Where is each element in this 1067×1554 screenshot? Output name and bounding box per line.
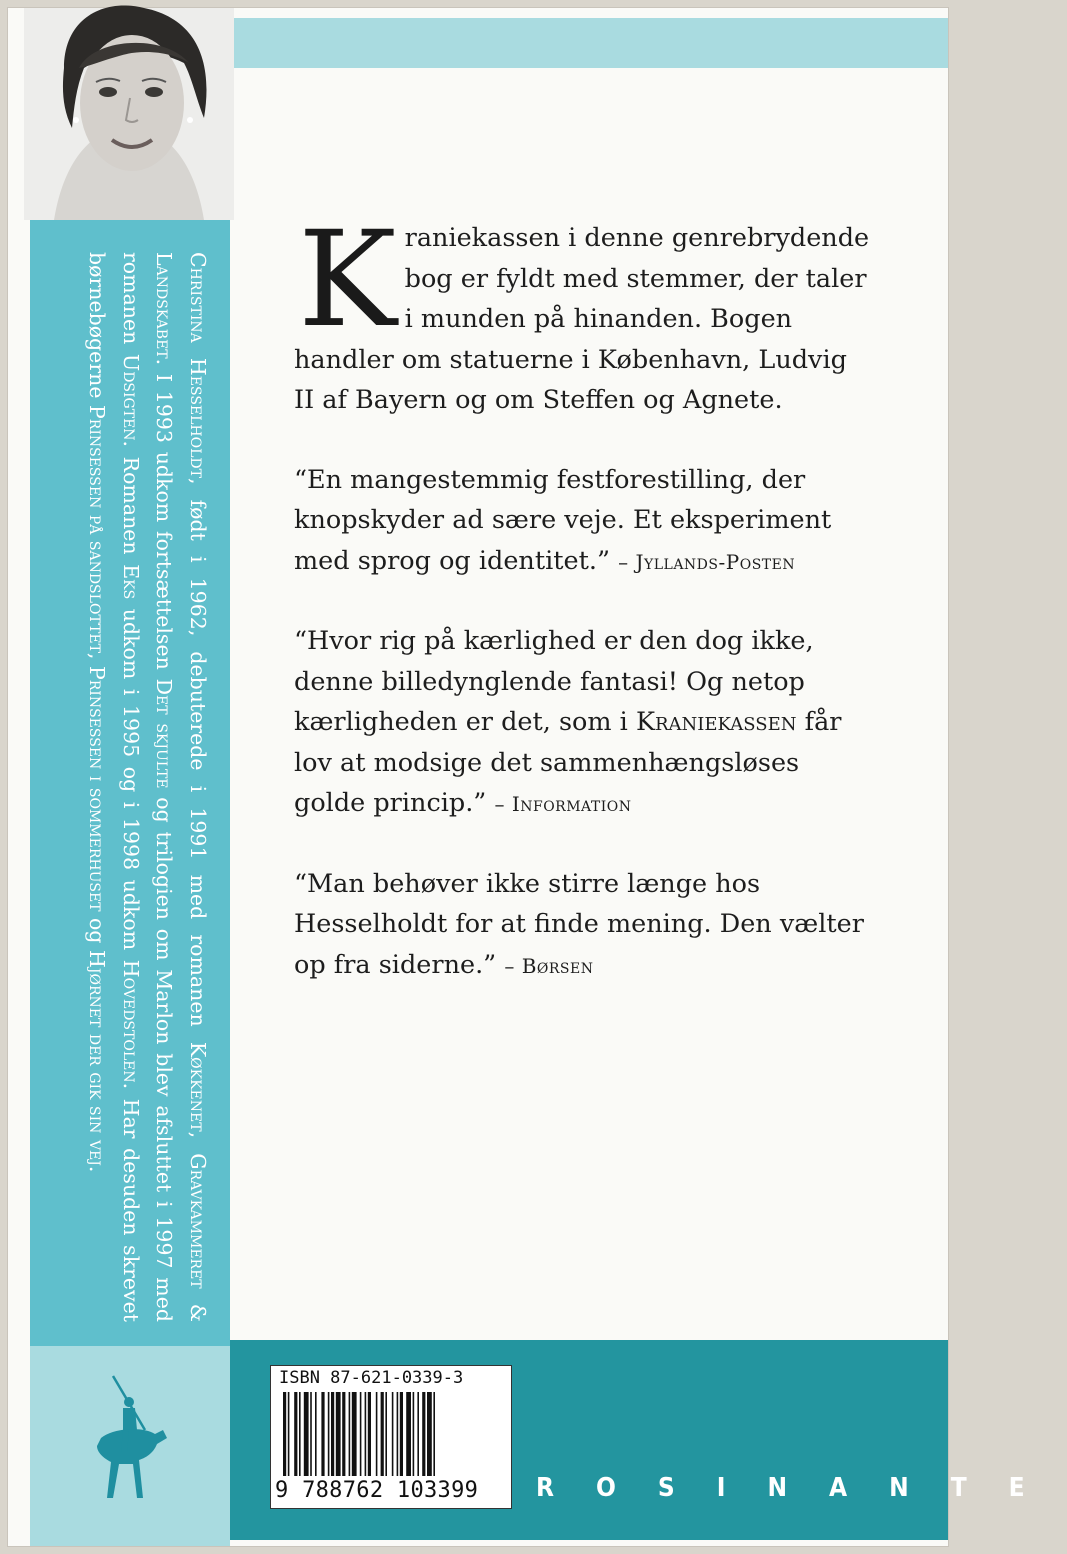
description-paragraph bbox=[294, 203, 874, 421]
quote-source: – Jyllands-Posten bbox=[618, 549, 796, 574]
barcode-bar bbox=[406, 1392, 411, 1476]
barcode-bar bbox=[365, 1392, 367, 1476]
description-line: handler om statuerne i København, Ludvig bbox=[294, 344, 847, 375]
top-accent-band bbox=[230, 18, 948, 68]
barcode-bar bbox=[400, 1392, 403, 1476]
description-line: bog er fyldt med stemmer, der taler bbox=[404, 263, 867, 294]
book-back-cover bbox=[8, 8, 1067, 1546]
barcode-bar bbox=[331, 1392, 334, 1476]
author-bio: Christina Hesselholdt, født i 1962, debuterede i 1991 med romanen Køkkenet, Gravkammeret & Landskabet. I 1993 udkom fortsættelsen Det skjulte og trilogien om Marlon blev afsluttet i 1997 med romanen Udsigten. Romanen Eks udkom i 1995 og i 1998 udkom Hovedstolen. Har desuden skrevet børnebøgerne Prinsessen på sandslottet, Prinsessen i sommerhuset og Hjørnet der gik sin vej. bbox=[85, 252, 210, 1323]
barcode-bar bbox=[385, 1392, 387, 1476]
back-cover-text bbox=[294, 203, 874, 1025]
bio-author-name: Christina Hesselholdt bbox=[186, 252, 210, 478]
barcode-bar bbox=[422, 1392, 425, 1476]
barcode-bar bbox=[294, 1392, 297, 1476]
review-quote-3: “Man behøver ikke stirre længe hos Hesselholdt for at finde mening. Den vælter op fra siderne.” – Børsen bbox=[294, 868, 864, 980]
barcode-bar bbox=[304, 1392, 309, 1476]
barcode-bar bbox=[413, 1392, 415, 1476]
barcode-bar bbox=[352, 1392, 357, 1476]
barcode-bar bbox=[328, 1392, 330, 1476]
drop-cap: K bbox=[298, 203, 397, 357]
description-line: II af Bayern og om Steffen og Agnete. bbox=[294, 385, 783, 415]
barcode-bar bbox=[381, 1392, 384, 1476]
publisher-name: ROSINANTE bbox=[536, 1473, 1067, 1503]
barcode-bar bbox=[392, 1392, 394, 1476]
barcode-bar bbox=[315, 1392, 317, 1476]
barcode-bar bbox=[336, 1392, 341, 1476]
barcode-bar bbox=[288, 1392, 290, 1476]
barcode-bar bbox=[417, 1392, 419, 1476]
review-quote-1: “En mangestemmig festforestilling, der knopskyder ad sære veje. Et eksperiment med sprog og identitet.” – Jyllands-Posten bbox=[294, 464, 832, 576]
description-line: i munden på hinanden. Bogen bbox=[404, 304, 793, 334]
quote-source: – Information bbox=[494, 792, 632, 816]
barcode-bar bbox=[283, 1392, 286, 1476]
barcode-bar bbox=[342, 1392, 345, 1476]
quote-source: – Børsen bbox=[504, 953, 594, 978]
author-portrait bbox=[24, 8, 234, 220]
barcode-bar bbox=[321, 1392, 324, 1476]
description-line: raniekassen i denne genrebrydende bbox=[404, 223, 870, 253]
barcode-bar bbox=[427, 1392, 432, 1476]
barcode-bar bbox=[349, 1392, 351, 1476]
isbn-number: ISBN 87-621-0339-3 bbox=[279, 1368, 464, 1388]
barcode-icon bbox=[271, 1390, 511, 1480]
review-quote-2: “Hvor rig på kærlighed er den dog ikke, denne billedynglende fantasi! Og netop kærligheden er det, som i Kraniekassen får lov at modsige det sammenhængsløses golde princip.” – Information bbox=[294, 626, 842, 818]
barcode-label bbox=[270, 1365, 512, 1509]
barcode-bar bbox=[433, 1392, 435, 1476]
barcode-bar bbox=[397, 1392, 399, 1476]
barcode-bar bbox=[310, 1392, 312, 1476]
barcode-bar bbox=[360, 1392, 362, 1476]
ean-number: 9 788762 103399 bbox=[275, 1478, 479, 1503]
barcode-bar bbox=[376, 1392, 378, 1476]
barcode-bar bbox=[368, 1392, 371, 1476]
book-title-reference: Kraniekassen bbox=[635, 707, 797, 737]
barcode-bar bbox=[299, 1392, 301, 1476]
don-quixote-knight-logo bbox=[83, 1368, 173, 1512]
